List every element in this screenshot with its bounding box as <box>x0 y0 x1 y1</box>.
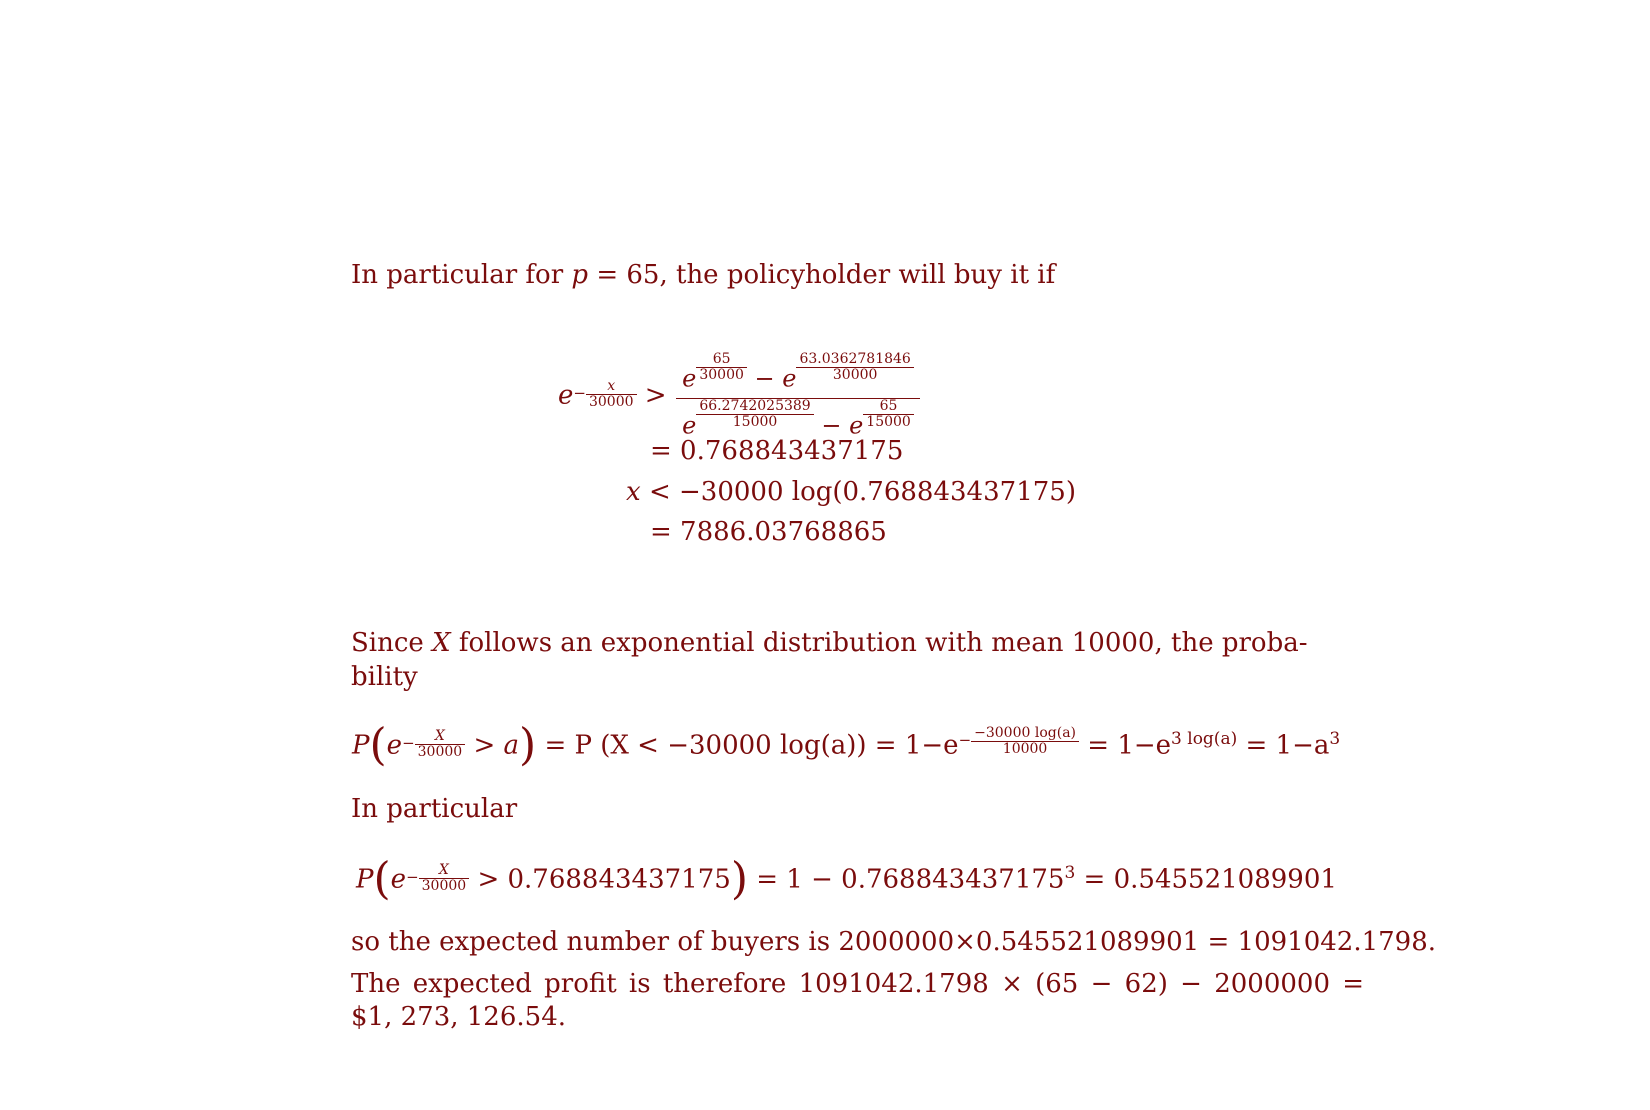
expected-buyers-sentence: so the expected number of buyers is 2000000×0.545521089901 = 1091042.1798. <box>351 927 1437 957</box>
eq2-rest2: = 1−a <box>1237 730 1330 761</box>
eq2-inner: > a <box>465 730 520 761</box>
intro-sentence <box>351 258 1055 292</box>
in-particular-label: In particular <box>351 794 518 824</box>
exponential-paragraph-line-2: bility <box>351 662 418 692</box>
eq2-rest1: = 1−e <box>1079 730 1172 761</box>
equation-line-3-rhs: < −30000 log(0.768843437175) <box>648 477 1076 507</box>
eq3-p: P <box>356 864 374 895</box>
eq3-exp-num: X <box>419 863 470 879</box>
eq2-rest2-exp: 3 <box>1329 729 1341 749</box>
lhs-base: e <box>558 380 574 411</box>
eq2-p: P <box>352 730 370 761</box>
eq3-rhs2: = 0.545521089901 <box>1075 864 1337 895</box>
equation-line-4: = 7886.03768865 <box>650 517 887 547</box>
eq2-exp-num: X <box>415 729 466 745</box>
big-fraction-numerator: e $\frac{65}{30000}$ − e $\frac{63.0362781846}{30000}$ <box>676 352 920 399</box>
lhs-exp-num: x <box>586 379 637 395</box>
big-fraction <box>676 352 920 442</box>
big-fraction-denominator: e $\frac{66.2742025389}{15000}$ − e $\frac{65}{15000}$ <box>676 399 920 443</box>
exponential-paragraph <box>351 626 1308 660</box>
eq2-rest1-exp: 3 log(a) <box>1171 729 1238 749</box>
variable-p: p <box>571 260 589 290</box>
expected-profit-line-2: $1, 273, 126.54. <box>351 1002 567 1032</box>
den-a-exp-den: 15000 <box>732 413 778 430</box>
inequality-sign: > <box>644 380 667 411</box>
variable-x: x <box>626 477 641 507</box>
eq3-rhs: = 1 − 0.768843437175 <box>747 864 1065 895</box>
eq2-mid: = P (X < −30000 log(a)) = 1−e <box>536 730 959 761</box>
eq3-rhs-exp: 3 <box>1064 863 1076 883</box>
num-a-exp-den: 30000 <box>699 367 744 383</box>
intro-suffix: = 65, the policyholder will buy it if <box>588 260 1056 290</box>
equation-line-3 <box>626 477 1076 507</box>
eq3-exp-den: 30000 <box>421 877 467 894</box>
num-b-exp-den: 30000 <box>832 367 878 383</box>
den-b-exp-den: 15000 <box>866 413 911 430</box>
lhs-exp-den: 30000 <box>588 393 634 410</box>
equation-line-2: = 0.768843437175 <box>650 436 904 466</box>
eq2-exp-den: 30000 <box>417 743 463 760</box>
num-a-exp-num: 65 <box>696 352 747 368</box>
eq3-inner: > 0.768843437175 <box>469 864 731 895</box>
variable-X: X <box>432 628 451 658</box>
para2-text-b: follows an exponential distribution with mean 10000, the proba- <box>450 628 1308 658</box>
particular-probability-equation: P(e− $\frac{X}{30000}$ > $0.768843437175) = 1 - 0.768843437175^3 = 0.545521089901$ <box>356 853 1337 905</box>
probability-equation: P(e− $\frac{X}{30000}$ > a) = P (X < −30000 log(a)) = 1−e− $\frac{-30000 \log(a)}{10000}$ = $1-e^{3 log(a)} = 1-a^3$ <box>352 719 1341 771</box>
eq2-frac-den: 10000 <box>1002 740 1048 757</box>
den-a-exp-num: 66.2742025389 <box>696 399 813 415</box>
den-b-exp-num: 65 <box>863 399 914 415</box>
intro-prefix: In particular for <box>351 260 572 290</box>
num-b-exp-num: 63.0362781846 <box>796 352 913 368</box>
eq2-frac-num: −30000 log(a) <box>971 726 1079 742</box>
expected-profit-line-1: The expected profit is therefore 1091042.1798 × (65 − 62) − 2000000 = <box>351 969 1365 999</box>
inequality-lhs: e− $\frac{x}{30000}$ > <box>558 377 667 411</box>
para2-text-a: Since <box>351 628 433 658</box>
